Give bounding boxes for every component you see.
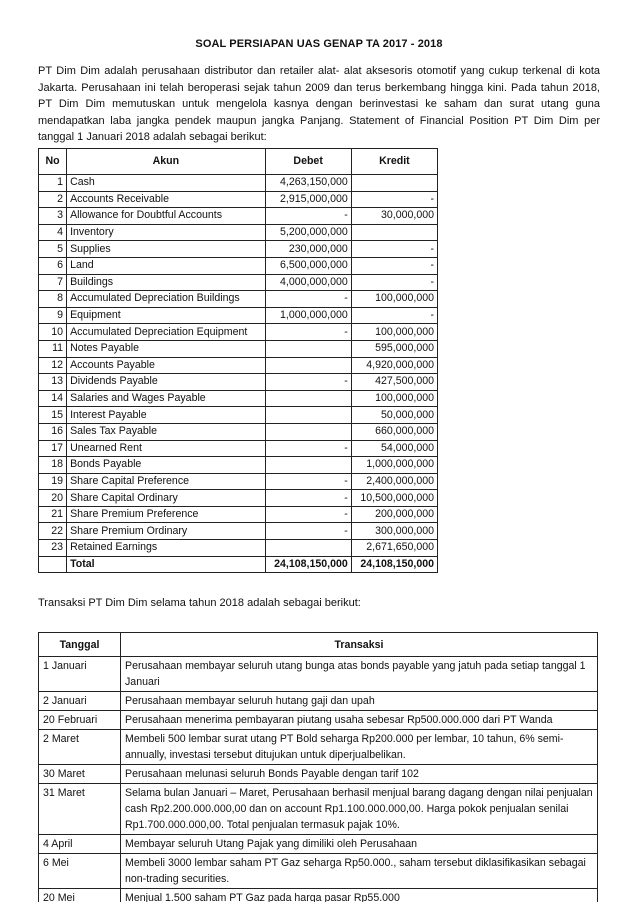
kredit-value: 100,000,000 xyxy=(351,324,437,341)
account-name: Accumulated Depreciation Buildings xyxy=(67,291,265,308)
table-row xyxy=(39,540,438,557)
row-no: 22 xyxy=(39,523,67,540)
transaction-row xyxy=(39,854,598,889)
debet-value: 5,200,000,000 xyxy=(265,224,351,241)
kredit-value: 2,671,650,000 xyxy=(351,540,437,557)
header-kredit: Kredit xyxy=(351,149,437,175)
debet-value: - xyxy=(265,291,351,308)
transaction-description: Perusahaan membayar seluruh hutang gaji dan upah xyxy=(121,692,598,711)
account-name: Retained Earnings xyxy=(67,540,265,557)
account-name: Share Premium Ordinary xyxy=(67,523,265,540)
header-akun: Akun xyxy=(67,149,265,175)
transactions-body xyxy=(39,657,598,902)
row-no: 17 xyxy=(39,440,67,457)
total-no-cell xyxy=(39,556,67,573)
debet-value xyxy=(265,540,351,557)
account-name: Inventory xyxy=(67,224,265,241)
account-name: Accounts Payable xyxy=(67,357,265,374)
table-row xyxy=(39,191,438,208)
account-name: Equipment xyxy=(67,307,265,324)
account-name: Accumulated Depreciation Equipment xyxy=(67,324,265,341)
row-no: 11 xyxy=(39,340,67,357)
transaction-description: Perusahaan membayar seluruh utang bunga atas bonds payable yang jatuh pada setiap tanggal 1 Januari xyxy=(121,657,598,692)
row-no: 13 xyxy=(39,374,67,391)
kredit-value: 54,000,000 xyxy=(351,440,437,457)
transaction-description: Membeli 500 lembar surat utang PT Bold seharga Rp200.000 per lembar, 10 tahun, 6% semi-annually, investasi tersebut ditujukan untuk diperjualbelikan. xyxy=(121,730,598,765)
debet-value xyxy=(265,390,351,407)
debet-value xyxy=(265,457,351,474)
financial-position-table xyxy=(38,148,438,573)
debet-value xyxy=(265,357,351,374)
account-name: Salaries and Wages Payable xyxy=(67,390,265,407)
account-name: Accounts Receivable xyxy=(67,191,265,208)
transaction-date: 30 Maret xyxy=(39,765,121,784)
transaction-description: Membayar seluruh Utang Pajak yang dimiliki oleh Perusahaan xyxy=(121,835,598,854)
table-row xyxy=(39,241,438,258)
transactions-intro: Transaksi PT Dim Dim selama tahun 2018 adalah sebagai berikut: xyxy=(38,597,361,609)
row-no: 1 xyxy=(39,175,67,192)
kredit-value: 100,000,000 xyxy=(351,291,437,308)
transaction-date: 2 Maret xyxy=(39,730,121,765)
transaction-description: Perusahaan melunasi seluruh Bonds Payable dengan tarif 102 xyxy=(121,765,598,784)
kredit-value: 660,000,000 xyxy=(351,423,437,440)
debet-value xyxy=(265,407,351,424)
debet-value: - xyxy=(265,473,351,490)
total-label: Total xyxy=(67,556,265,573)
row-no: 3 xyxy=(39,208,67,225)
transaction-date: 20 Mei xyxy=(39,889,121,902)
debet-value: - xyxy=(265,324,351,341)
account-name: Share Premium Preference xyxy=(67,506,265,523)
transaction-date: 4 April xyxy=(39,835,121,854)
accounts-body xyxy=(39,175,438,557)
transaction-date: 1 Januari xyxy=(39,657,121,692)
kredit-value xyxy=(351,175,437,192)
transaction-row xyxy=(39,730,598,765)
account-name: Interest Payable xyxy=(67,407,265,424)
kredit-value: 10,500,000,000 xyxy=(351,490,437,507)
debet-value: - xyxy=(265,523,351,540)
table-row xyxy=(39,307,438,324)
debet-value: 2,915,000,000 xyxy=(265,191,351,208)
debet-value: - xyxy=(265,374,351,391)
transaction-description: Menjual 1.500 saham PT Gaz pada harga pasar Rp55.000 xyxy=(121,889,598,902)
row-no: 21 xyxy=(39,506,67,523)
kredit-value: 200,000,000 xyxy=(351,506,437,523)
row-no: 16 xyxy=(39,423,67,440)
account-name: Land xyxy=(67,257,265,274)
debet-value: - xyxy=(265,506,351,523)
kredit-value: 300,000,000 xyxy=(351,523,437,540)
row-no: 19 xyxy=(39,473,67,490)
account-name: Allowance for Doubtful Accounts xyxy=(67,208,265,225)
table-row xyxy=(39,407,438,424)
table-row xyxy=(39,357,438,374)
debet-value: 6,500,000,000 xyxy=(265,257,351,274)
transactions-table xyxy=(38,632,598,902)
transaction-row xyxy=(39,784,598,835)
total-kredit: 24,108,150,000 xyxy=(351,556,437,573)
debet-value xyxy=(265,423,351,440)
account-name: Supplies xyxy=(67,241,265,258)
row-no: 8 xyxy=(39,291,67,308)
kredit-value: 50,000,000 xyxy=(351,407,437,424)
table-row xyxy=(39,506,438,523)
header-tanggal: Tanggal xyxy=(39,633,121,657)
kredit-value: - xyxy=(351,274,437,291)
transaction-row xyxy=(39,889,598,902)
transactions-header-row xyxy=(39,633,598,657)
debet-value: - xyxy=(265,440,351,457)
header-no: No xyxy=(39,149,67,175)
table-row xyxy=(39,440,438,457)
account-name: Share Capital Preference xyxy=(67,473,265,490)
kredit-value: - xyxy=(351,307,437,324)
kredit-value: 2,400,000,000 xyxy=(351,473,437,490)
kredit-value: 100,000,000 xyxy=(351,390,437,407)
kredit-value: 427,500,000 xyxy=(351,374,437,391)
row-no: 5 xyxy=(39,241,67,258)
debet-value: 1,000,000,000 xyxy=(265,307,351,324)
debet-value: - xyxy=(265,208,351,225)
row-no: 18 xyxy=(39,457,67,474)
row-no: 14 xyxy=(39,390,67,407)
account-name: Cash xyxy=(67,175,265,192)
transaction-row xyxy=(39,765,598,784)
account-name: Buildings xyxy=(67,274,265,291)
kredit-value: 4,920,000,000 xyxy=(351,357,437,374)
kredit-value: - xyxy=(351,241,437,258)
row-no: 4 xyxy=(39,224,67,241)
kredit-value xyxy=(351,224,437,241)
transaction-row xyxy=(39,692,598,711)
row-no: 15 xyxy=(39,407,67,424)
debet-value: 4,000,000,000 xyxy=(265,274,351,291)
table-row xyxy=(39,274,438,291)
document-title: SOAL PERSIAPAN UAS GENAP TA 2017 - 2018 xyxy=(195,38,443,50)
row-no: 9 xyxy=(39,307,67,324)
row-no: 20 xyxy=(39,490,67,507)
debet-value: - xyxy=(265,490,351,507)
table-row xyxy=(39,457,438,474)
table-row xyxy=(39,291,438,308)
row-no: 12 xyxy=(39,357,67,374)
transaction-row xyxy=(39,711,598,730)
account-name: Unearned Rent xyxy=(67,440,265,457)
row-no: 10 xyxy=(39,324,67,341)
table-row xyxy=(39,208,438,225)
table-row xyxy=(39,224,438,241)
account-name: Sales Tax Payable xyxy=(67,423,265,440)
debet-value: 230,000,000 xyxy=(265,241,351,258)
transaction-description: Perusahaan menerima pembayaran piutang usaha sebesar Rp500.000.000 dari PT Wanda xyxy=(121,711,598,730)
row-no: 2 xyxy=(39,191,67,208)
table-row xyxy=(39,423,438,440)
debet-value xyxy=(265,340,351,357)
transaction-date: 31 Maret xyxy=(39,784,121,835)
table-row xyxy=(39,390,438,407)
row-no: 7 xyxy=(39,274,67,291)
kredit-value: 1,000,000,000 xyxy=(351,457,437,474)
table-row xyxy=(39,473,438,490)
account-name: Bonds Payable xyxy=(67,457,265,474)
table-row xyxy=(39,257,438,274)
table-row xyxy=(39,374,438,391)
header-debet: Debet xyxy=(265,149,351,175)
table-row xyxy=(39,175,438,192)
transaction-date: 2 Januari xyxy=(39,692,121,711)
table-row xyxy=(39,490,438,507)
kredit-value: 30,000,000 xyxy=(351,208,437,225)
transaction-row xyxy=(39,835,598,854)
account-name: Dividends Payable xyxy=(67,374,265,391)
table-row xyxy=(39,340,438,357)
transaction-date: 6 Mei xyxy=(39,854,121,889)
transaction-date: 20 Februari xyxy=(39,711,121,730)
intro-paragraph: PT Dim Dim adalah perusahaan distributor dan retailer alat- alat aksesoris otomotif yang cukup terkenal di kota Jakarta. Perusahaan ini telah beroperasi sejak tahun 2009 dan terus berkembang hingga kini. Pada tahun 2018, PT Dim Dim memutuskan untuk mengelola kasnya dengan berinvestasi ke saham dan surat utang guna mendapatkan laba jangka pendek maupun jangka Panjang. Statement of Financial Position PT Dim Dim per tanggal 1 Januari 2018 adalah sebagai berikut: xyxy=(38,65,600,144)
kredit-value: - xyxy=(351,191,437,208)
row-no: 23 xyxy=(39,540,67,557)
header-transaksi: Transaksi xyxy=(121,633,598,657)
row-no: 6 xyxy=(39,257,67,274)
total-debet: 24,108,150,000 xyxy=(265,556,351,573)
transaction-description: Selama bulan Januari – Maret, Perusahaan berhasil menjual barang dagang dengan nilai penjualan cash Rp2.200.000.000,00 dan on account Rp1.100.000.000,00. Harga pokok penjualan senilai Rp1.700.000.000,00. Total penjualan termasuk pajak 10%. xyxy=(121,784,598,835)
kredit-value: - xyxy=(351,257,437,274)
total-row xyxy=(39,556,438,573)
table-row xyxy=(39,324,438,341)
transaction-description: Membeli 3000 lembar saham PT Gaz seharga Rp50.000., saham tersebut diklasifikasikan sebagai non-trading securities. xyxy=(121,854,598,889)
account-name: Notes Payable xyxy=(67,340,265,357)
table-row xyxy=(39,523,438,540)
account-name: Share Capital Ordinary xyxy=(67,490,265,507)
debet-value: 4,263,150,000 xyxy=(265,175,351,192)
transaction-row xyxy=(39,657,598,692)
kredit-value: 595,000,000 xyxy=(351,340,437,357)
table-header-row xyxy=(39,149,438,175)
